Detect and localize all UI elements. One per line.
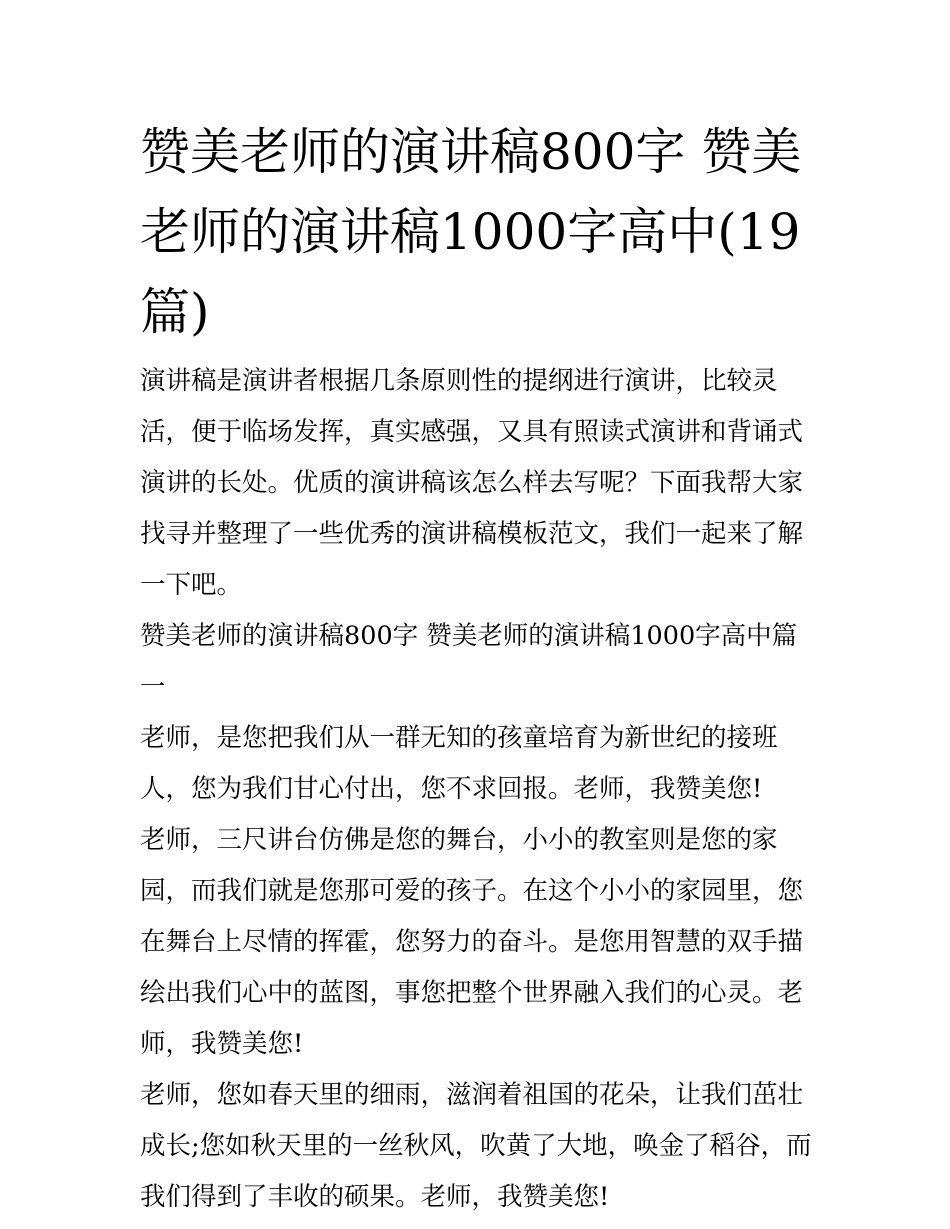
document-title: 赞美老师的演讲稿800字 赞美老师的演讲稿1000字高中(19篇)	[140, 123, 802, 341]
body-paragraph: 老师，是您把我们从一群无知的孩童培育为新世纪的接班人，您为我们甘心付出，您不求回报。老师，我赞美您!	[140, 723, 778, 804]
body-paragraph: 老师，您如春天里的细雨，滋润着祖国的花朵，让我们茁壮成长;您如秋天里的一丝秋风，吹黄了大地，唤金了稻谷，而我们得到了丰收的硕果。老师，我赞美您!	[140, 1080, 812, 1212]
intro-paragraph: 演讲稿是演讲者根据几条原则性的提纲进行演讲，比较灵活，便于临场发挥，真实感强，又具有照读式演讲和背诵式演讲的长处。优质的演讲稿该怎么样去写呢？下面我帮大家找寻并整理了一些优秀的演讲稿模板范文，我们一起来了解一下吧。	[140, 366, 804, 600]
body-paragraph: 老师，三尺讲台仿佛是您的舞台，小小的教室则是您的家园，而我们就是您那可爱的孩子。在这个小小的家园里，您在舞台上尽情的挥霍，您努力的奋斗。是您用智慧的双手描绘出我们心中的蓝图，事您把整个世界融入我们的心灵。老师，我赞美您!	[140, 825, 804, 1059]
document-body	[140, 356, 812, 1223]
section-heading: 赞美老师的演讲稿800字 赞美老师的演讲稿1000字高中篇一	[140, 621, 798, 702]
